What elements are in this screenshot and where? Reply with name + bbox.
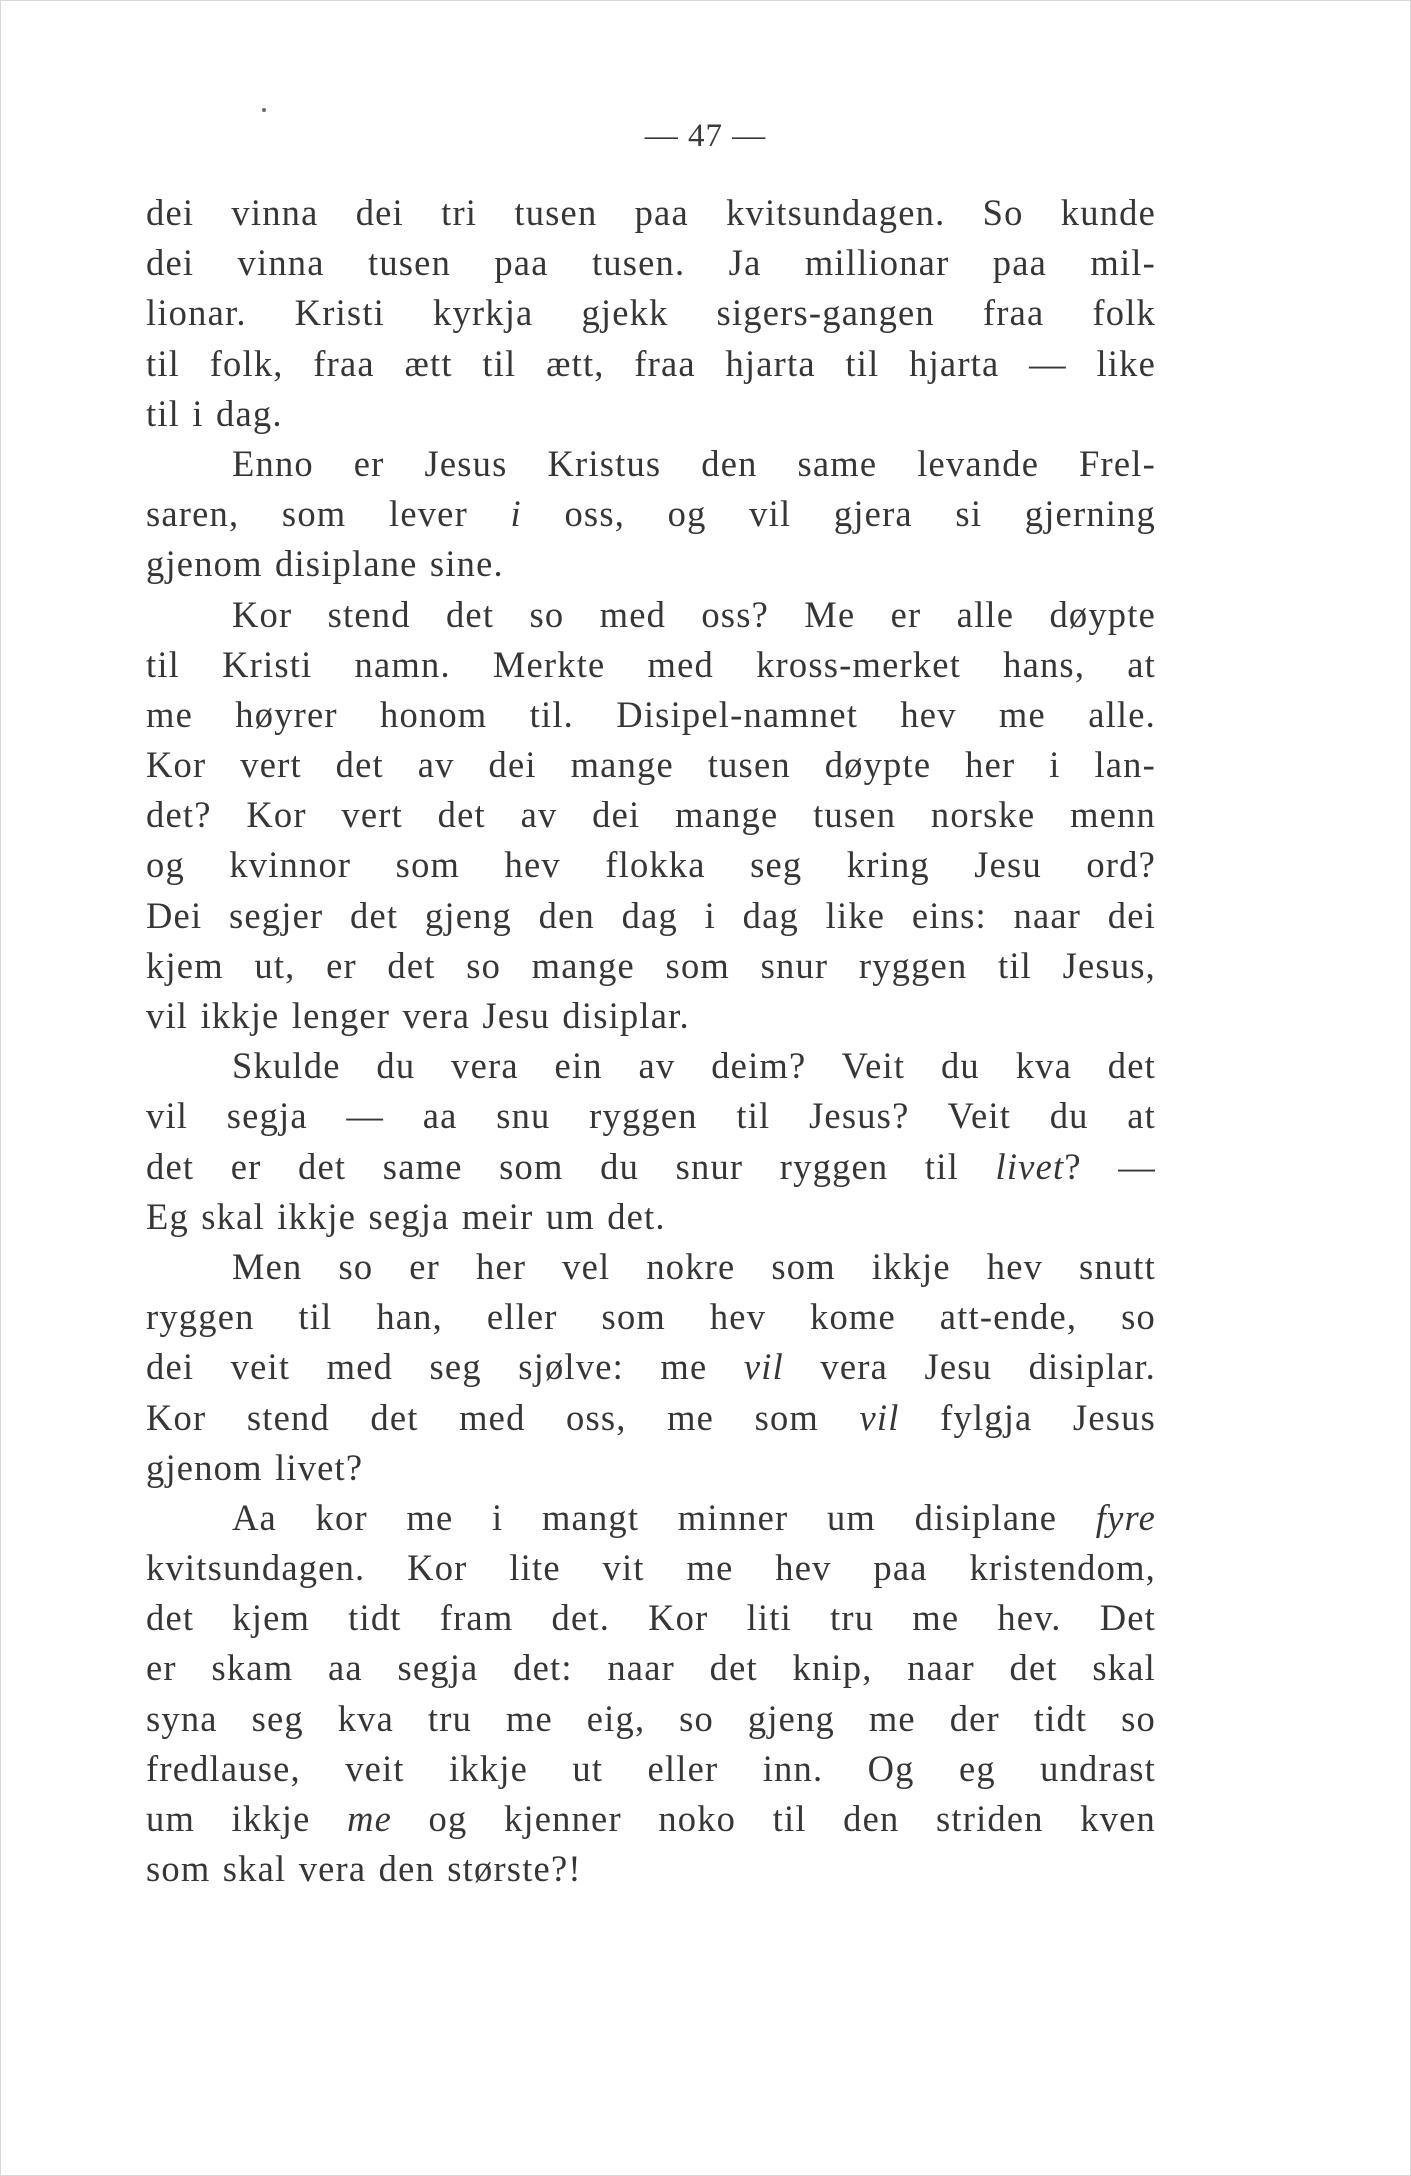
- text-line: vil segja — aa snu ryggen til Jesus? Veit du at: [146, 1095, 1156, 1137]
- text-line: Eg skal ikkje segja meir um det.: [146, 1195, 666, 1237]
- text-line: [146, 489, 1156, 539]
- text-segment: dei veit med seg sjølve: me: [146, 1346, 744, 1388]
- text-line: Enno er Jesus Kristus den same levande Frel-: [232, 442, 1156, 484]
- italic-word: i: [510, 493, 522, 535]
- text-line: ryggen til han, eller som hev kome att-ende, so: [146, 1296, 1156, 1338]
- text-line: lionar. Kristi kyrkja gjekk sigers-gangen fraa folk: [146, 292, 1156, 334]
- text-line: Kor vert det av dei mange tusen døypte her i lan-: [146, 744, 1156, 786]
- text-line: det? Kor vert det av dei mange tusen norske menn: [146, 794, 1156, 836]
- text-segment: saren, som lever: [146, 493, 511, 535]
- text-segment: Aa kor me i mangt minner um disiplane: [232, 1496, 1096, 1538]
- text-line: det kjem tidt fram det. Kor liti tru me hev. Det: [146, 1597, 1156, 1639]
- text-line: Dei segjer det gjeng den dag i dag like eins: naar dei: [146, 894, 1156, 936]
- text-line: gjenom livet?: [146, 1446, 364, 1488]
- text-line: Kor stend det so med oss? Me er alle døypte: [232, 593, 1156, 635]
- italic-word: livet: [995, 1145, 1065, 1187]
- text-line: vil ikkje lenger vera Jesu disiplar.: [146, 995, 690, 1036]
- text-line: me høyrer honom til. Disipel-namnet hev me alle.: [146, 693, 1156, 735]
- text-line: syna seg kva tru me eig, so gjeng me der tidt so: [146, 1697, 1156, 1739]
- italic-word: me: [347, 1798, 393, 1839]
- text-line: [146, 1342, 1156, 1392]
- text-line: og kvinnor som hev flokka seg kring Jesu ord?: [146, 844, 1156, 886]
- text-line: gjenom disiplane sine.: [146, 543, 504, 585]
- text-line: [146, 1493, 1156, 1543]
- text-line: Skulde du vera ein av deim? Veit du kva det: [232, 1045, 1156, 1087]
- italic-word: vil: [743, 1346, 784, 1388]
- text-line: [146, 1393, 1156, 1443]
- page-number: — 47 —: [644, 118, 767, 154]
- text-line: til folk, fraa ætt til ætt, fraa hjarta til hjarta — like: [146, 342, 1156, 384]
- text-line: fredlause, veit ikkje ut eller inn. Og eg undrast: [146, 1747, 1156, 1789]
- text-line: [146, 1794, 1156, 1844]
- text-line: [146, 1142, 1156, 1192]
- text-segment: oss, og vil gjera si gjerning: [521, 493, 1157, 535]
- italic-word: fyre: [1095, 1496, 1156, 1538]
- text-segment: og kjenner noko til den striden kven: [392, 1798, 1156, 1839]
- text-segment: ? —: [1064, 1145, 1156, 1187]
- text-line: er skam aa segja det: naar det knip, naar det skal: [146, 1647, 1156, 1689]
- text-line: Men so er her vel nokre som ikkje hev snutt: [232, 1245, 1156, 1287]
- text-line: til i dag.: [146, 392, 283, 434]
- body-text: [146, 188, 1156, 1894]
- text-segment: Kor stend det med oss, me som: [146, 1396, 860, 1438]
- text-segment: det er det same som du snur ryggen til: [146, 1145, 996, 1187]
- ink-speck: [262, 108, 266, 112]
- text-line: som skal vera den største?!: [146, 1848, 582, 1890]
- text-segment: um ikkje: [146, 1798, 348, 1839]
- text-line: dei vinna tusen paa tusen. Ja millionar paa mil-: [146, 242, 1156, 284]
- text-line: til Kristi namn. Merkte med kross-merket hans, at: [146, 643, 1156, 685]
- text-line: kvitsundagen. Kor lite vit me hev paa kristendom,: [146, 1547, 1156, 1589]
- text-line: dei vinna dei tri tusen paa kvitsundagen. So kunde: [146, 192, 1156, 233]
- text-line: kjem ut, er det so mange som snur ryggen til Jesus,: [146, 944, 1156, 986]
- text-segment: vera Jesu disiplar.: [783, 1346, 1156, 1388]
- italic-word: vil: [859, 1396, 900, 1438]
- text-segment: fylgja Jesus: [899, 1396, 1156, 1438]
